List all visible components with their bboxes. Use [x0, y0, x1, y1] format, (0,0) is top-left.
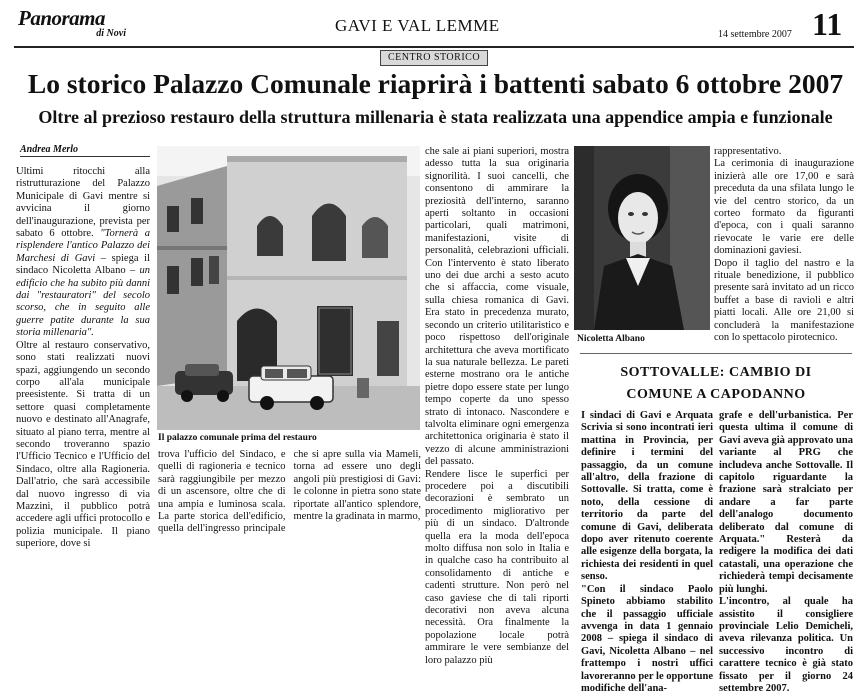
paragraph: Rendere lisce le superfici per procedere poi a discutibili decorazioni è sembrato un procedimento migliorativo per più di un sindaco. D'altronde quella era la moda dell'epoca molto diffusa non solo in Italia e in qualche caso ha contribuito al consolidamento di antiche e cadenti strutture. Non però nel caso gaviese che di tali riporti decorativi non aveva alcuna necessità. Ora finalmente la popolazione locale potrà ammirare le vere sembianze del loro palazzo più — [425, 468, 569, 666]
paragraph: L'incontro, al quale ha assistito il consigliere provinciale Lelio Demicheli, aveva rilevanza politica. Un successivo incontro di carattere tecnico è già stato fissato per il giorno 24 settembre 2007. — [719, 596, 853, 694]
article-column-3 — [425, 146, 569, 667]
box-rule — [580, 353, 852, 354]
kicker-label: CENTRO STORICO — [380, 50, 488, 66]
article-column-4 — [714, 146, 854, 345]
box-title-line: SOTTOVALLE: CAMBIO DI — [620, 365, 812, 380]
paragraph: rappresentativo. — [714, 146, 782, 157]
section-title: GAVI E VAL LEMME — [335, 16, 500, 35]
box-column-1 — [581, 410, 713, 695]
quote-text: "Tornerà a risplendere l'antico Palazzo dei Marchesi di Gavi — [16, 228, 150, 264]
box-title — [582, 362, 850, 406]
masthead-rule — [14, 46, 854, 48]
paragraph: Dopo il taglio del nastro e la rituale benedizione, il pubblico presente sarà invitato ad un ricco buffet a base di ravioli e altri piatti locali. Alle ore 21,00 si concluderà la manifestazione con lo spettacolo pirotecnico. — [714, 257, 854, 344]
quote-text: un edificio che ha subito più danni dai "restauratori" del secolo scorso, che in seguito alle guerre patite durante la sua storia millenaria". — [16, 265, 150, 339]
portrait-illustration — [574, 146, 710, 330]
article-column-2 — [158, 449, 421, 536]
box-title-line: COMUNE A CAPODANNO — [626, 387, 806, 402]
logo-title: Panorama — [18, 6, 106, 30]
byline: Andrea Merlo — [20, 144, 150, 157]
box-column-2 — [719, 410, 853, 695]
paragraph: Oltre al restauro conservativo, sono stati realizzati nuovi spazi, aggiungendo un secondo corpo all'ala municipale preesistente. Si tratta di un settore quasi completamente nuovo e destinato all'Anagrafe, situato al piano terra, mentre al secondo troveranno spazio l'Ufficio Tecnico e l'Ufficio del Sindaco, oltre alla Ragioneria. Dall'atrio, che sarà accessibile dal nuovo ingresso di via Mazzini, il pubblico potrà accedere agli uffici protocollo e polizia municipale. Il piano superiore, dove si — [16, 339, 150, 550]
paragraph: che sale ai piani superiori, mostra adesso tutta la sua originaria signorilità. I suoi cancelli, che consentono di ammirare la preziosità dell'interno, saranno aperti soltanto in occasioni particolari, quali matrimoni, manifestazioni, visite di personalità, celebrazioni ufficiali. Con l'intervento è stato liberato uno dei due archi a sesto acuto che si affaccia, come visuale, sulla chiesa romanica di Gavi. Era stato in precedenza murato, secondo un criterio utilitaristico e poco rispettoso dell'originale architettura che aveva mortificato la sua naturale bellezza. Le pareti esterne mostrano ora le antiche pietre dopo essere state per lungo tempo coperte da uno spesso strato di intonaco. Nascondere e talvolta eliminare ogni emergenza architettonica originaria è stato il vezzo di alcune amministrazioni del passato. — [425, 146, 569, 468]
page-number: 11 — [812, 6, 843, 42]
portrait-caption: Nicoletta Albano — [577, 334, 645, 344]
paragraph — [16, 166, 150, 340]
photo-caption: Il palazzo comunale prima del restauro — [158, 433, 317, 443]
paragraph: La cerimonia di inaugurazione inizierà alle ore 17,00 e sarà preceduta da una sfilata lungo le vie del centro storico, da un corteo formato da figuranti d'epoca, con i quali saranno rievocate le varie ere delle dominazioni gaviesi. — [714, 158, 854, 257]
newspaper-logo — [18, 8, 126, 42]
text: – spiega il sindaco Nicoletta Albano – — [16, 252, 150, 277]
palazzo-photo — [157, 146, 420, 430]
building-illustration — [157, 146, 420, 430]
headline: Lo storico Palazzo Comunale riaprirà i battenti sabato 6 ottobre 2007 — [27, 68, 844, 99]
portrait-photo — [574, 146, 710, 330]
article-column-1 — [16, 166, 150, 551]
paragraph: trova l'ufficio del Sindaco, e quelli di ragioneria e tecnico sarà raggiungibile per mezzo di un ascensore, oltre che di una ampia e luminosa scala. La parte storica dell'edificio, quella dell'ingresso principale che si apre sulla via Mameli, torna ad essere uno degli angoli più prestigiosi di Gavi: le colonne in pietra sono state riportate all'antico splendore, mentre la gradinata in marmo, — [158, 449, 421, 535]
logo-subtitle: di Novi — [96, 28, 126, 39]
paragraph: I sindaci di Gavi e Arquata Scrivia si sono incontrati ieri mattina in Provincia, per definire i termini del passaggio, da un comune all'altro, della frazione di Sottovalle. Si tratta, come è noto, della cessione di territorio da parte del comune di Gavi, deliberata dopo aver ritenuto coerente alle esigenze della borgata, la richiesta dei residenti in quel senso. — [581, 410, 713, 583]
paragraph: grafe e dell'urbanistica. Per questa ultima il comune di Gavi aveva già approvato una variante al PRG che includeva anche Sottovalle. Il capitolo riguardante la frazione sarà stralciato per andare a far parte dell'analogo documento deliberato dal comune di Arquata." Resterà da redigere la modifica dei dati catastali, una operazione che richiederà tempi decisamente più lunghi. — [719, 410, 853, 595]
paragraph: "Con il sindaco Paolo Spineto abbiamo stabilito che il passaggio ufficiale avvenga in data 1 gennaio 2008 – spiega il sindaco di Gavi, Nicoletta Albano – nel frattempo i nostri uffici lavoreranno per le opportune modifiche dell'ana- — [581, 583, 713, 694]
text: Ultimi ritocchi alla ristrutturazione del Palazzo Municipale di Gavi mentre si avvicina il giorno dell'inaugurazione, prevista per sabato 6 ottobre. — [16, 166, 150, 240]
subheadline: Oltre al prezioso restauro della struttura millenaria è stata realizzata una appendice ampia e funzionale — [38, 107, 833, 127]
issue-date: 14 settembre 2007 — [718, 29, 792, 40]
